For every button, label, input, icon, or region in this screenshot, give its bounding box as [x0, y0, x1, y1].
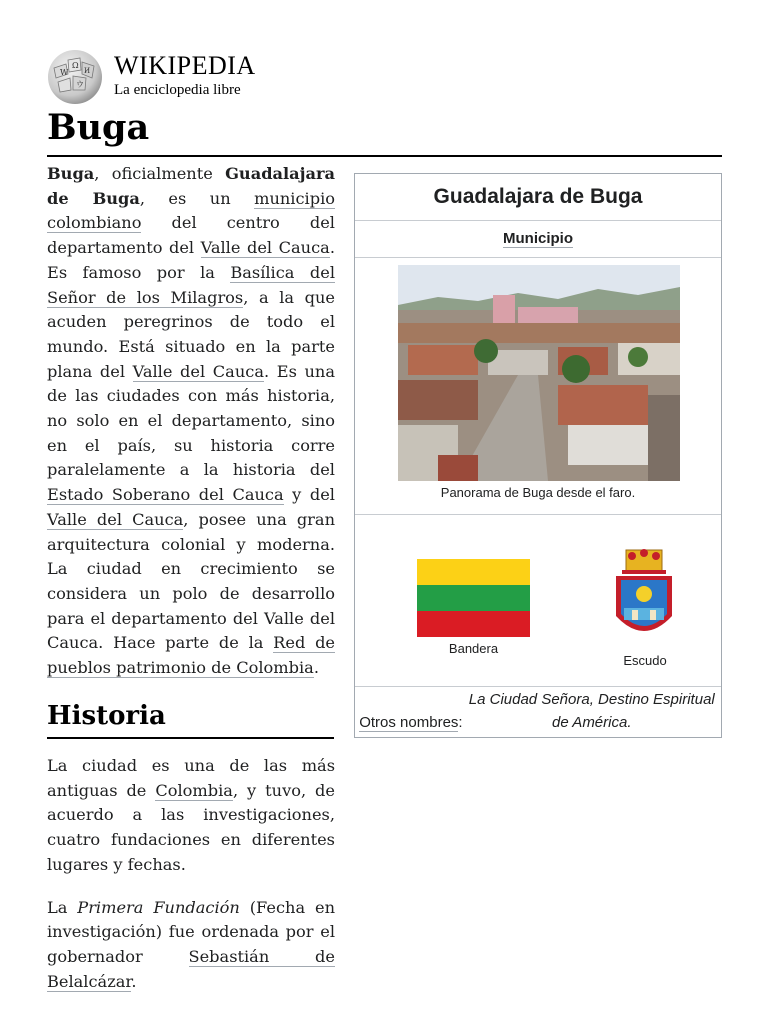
- article-link[interactable]: Red de pueblos patrimonio de Colombia: [47, 633, 336, 678]
- text-run: La ciudad es una de las más antiguas de: [47, 756, 335, 800]
- title-rule: [47, 155, 722, 157]
- article-link[interactable]: Valle del Cauca: [47, 509, 184, 529]
- flag-label: Bandera: [448, 641, 499, 656]
- text-run: .: [131, 971, 137, 991]
- bold-term: Buga: [47, 164, 95, 183]
- historia-paragraph-1: [47, 754, 335, 878]
- wikipedia-tagline: La enciclopedia libre: [114, 82, 241, 98]
- text-run: (Fecha en investigación) fue ordenada por el gobernador: [47, 897, 335, 966]
- article-link[interactable]: Sebastián de Belalcázar: [47, 946, 335, 991]
- text-run: y del: [283, 485, 335, 505]
- coat-label: Escudo: [623, 653, 667, 668]
- infobox-title: Guadalajara de Buga: [355, 174, 721, 221]
- other-names: Otros nombres: La Ciudad Señora, Destino Espiritual de América.: [355, 688, 721, 734]
- svg-text:W: W: [60, 68, 69, 77]
- svg-text:И: И: [84, 67, 91, 75]
- section-rule: [47, 737, 334, 739]
- text-run: , a la que acuden peregrinos de todo el mundo. Está situado en la parte plana del: [47, 287, 335, 381]
- historia-paragraph-2: [47, 896, 335, 995]
- flag-stripe: [417, 585, 530, 611]
- article-intro: [47, 162, 335, 681]
- page-title: Buga: [47, 107, 150, 148]
- infobox-subtitle: [355, 221, 721, 258]
- article-link[interactable]: Valle del Cauca: [132, 361, 264, 381]
- infobox-separator: [355, 686, 721, 687]
- text-run: , es un: [139, 188, 255, 208]
- text-run: , oficialmente: [94, 164, 226, 183]
- wikipedia-globe-logo[interactable]: [46, 48, 104, 106]
- text-run: del centro del departamento del: [47, 213, 335, 258]
- text-run: , posee una gran arquitectura colonial y moderna. La ciudad en crecimiento se considera un polo de desarrollo para el departamento del Valle del Cauca. Hace parte de la: [47, 509, 335, 653]
- svg-text:ウ: ウ: [76, 80, 84, 89]
- panorama-photo[interactable]: [398, 265, 680, 481]
- flag-stripe: [417, 611, 530, 637]
- article-link[interactable]: Valle del Cauca: [200, 238, 330, 258]
- svg-text:Ω: Ω: [72, 61, 79, 70]
- article-link[interactable]: Estado Soberano del Cauca: [47, 485, 284, 505]
- other-names-value: La Ciudad Señora, Destino Espiritual de América.: [468, 691, 715, 731]
- text-run: La: [47, 897, 78, 917]
- infobox: [354, 173, 722, 738]
- flag-image[interactable]: [417, 559, 530, 637]
- text-run: . Es una de las ciudades con más historia, no solo en el departamento, sino en el país, su historia corre paralelamente a la historia del: [47, 361, 335, 480]
- infobox-subtitle-link[interactable]: Municipio: [503, 230, 573, 247]
- text-run: . Es famoso por la: [47, 238, 335, 282]
- historia-text: [47, 754, 335, 994]
- article-link[interactable]: Colombia: [155, 780, 233, 800]
- photo-caption: Panorama de Buga desde el faro.: [440, 485, 636, 500]
- infobox-separator: [355, 514, 721, 515]
- intro-paragraph: [47, 162, 335, 681]
- text-run: .: [313, 658, 319, 678]
- flag-stripe: [417, 559, 530, 585]
- wikipedia-wordmark[interactable]: WIKIPEDIA: [114, 51, 256, 80]
- other-names-label[interactable]: Otros nombres: [359, 714, 459, 731]
- bold-term: Guadalajara de Buga: [47, 164, 335, 208]
- text-run: , y tuvo, de acuerdo a las investigaciones, cuatro fundaciones en diferentes lugares y fechas.: [47, 780, 335, 874]
- article-link[interactable]: municipio colombiano: [47, 188, 335, 233]
- coat-of-arms-image[interactable]: [612, 546, 676, 648]
- italic-term: Primera Fundación: [77, 897, 240, 917]
- article-link[interactable]: Basílica del Señor de los Milagros: [47, 262, 336, 307]
- section-heading-historia: Historia: [47, 701, 166, 731]
